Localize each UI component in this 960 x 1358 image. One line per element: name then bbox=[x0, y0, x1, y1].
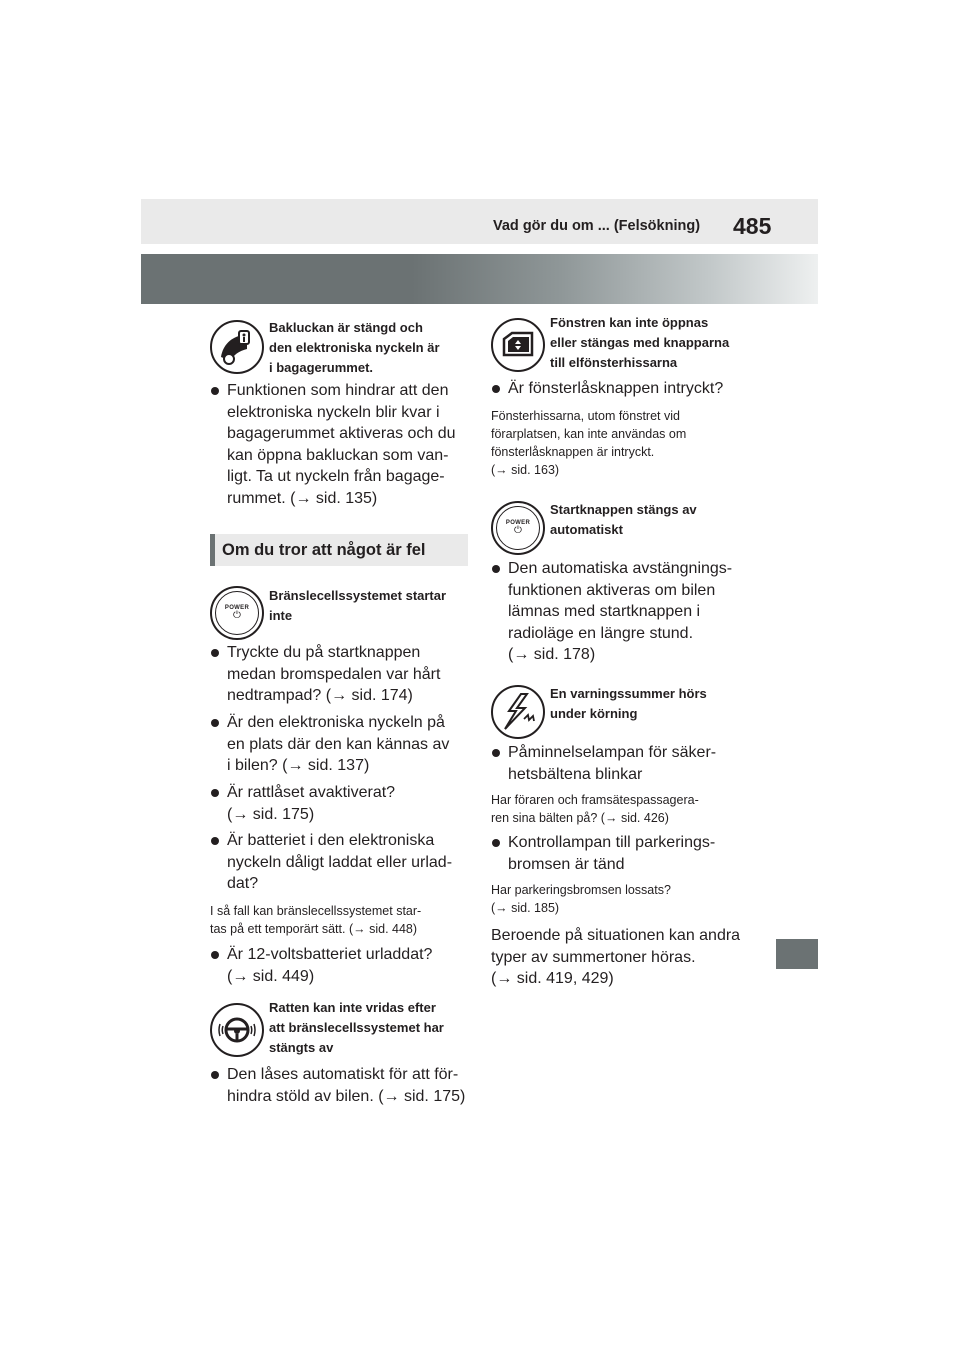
text-line: (→ sid. 419, 429) bbox=[491, 970, 614, 987]
power-ring bbox=[496, 506, 540, 550]
text-line: Är fönsterlåsknappen intryckt? bbox=[508, 380, 724, 397]
caption-line: Bränslecellssystemet startar bbox=[269, 588, 447, 603]
header-banner bbox=[141, 254, 818, 304]
text-line: tas på ett temporärt sätt. (→ sid. 448) bbox=[210, 922, 418, 936]
text-line: Är batteriet i den elektroniska bbox=[227, 832, 435, 849]
steering-lock-icon bbox=[210, 1003, 264, 1057]
power-symbol-icon: ⏻ bbox=[233, 610, 241, 621]
text-line: radioläge en längre stund. bbox=[508, 624, 694, 642]
text-line: Den automatiska avstängnings- bbox=[508, 560, 733, 577]
text-line: bagagerummet aktiveras och du bbox=[227, 425, 456, 442]
text-line: Har föraren och framsätespassagera- bbox=[491, 793, 699, 807]
text-line: (→ sid. 185) bbox=[491, 901, 560, 915]
text-line: Har parkeringsbromsen lossats? bbox=[491, 883, 671, 897]
header-bar bbox=[141, 199, 818, 244]
bullet-item bbox=[491, 832, 761, 875]
text-line: fönsterlåsknappen är intryckt. bbox=[491, 445, 655, 459]
body-paragraph bbox=[491, 925, 761, 990]
chapter-thumb-tab bbox=[776, 939, 818, 969]
bullet-item bbox=[210, 1064, 472, 1107]
text-line: Beroende på situationen kan andra bbox=[491, 927, 741, 944]
caption-line: automatiskt bbox=[550, 522, 623, 537]
text-line: hetsbältena blinkar bbox=[508, 765, 643, 783]
warning-buzzer-icon bbox=[491, 685, 545, 739]
caption-line: att bränslecellssystemet har bbox=[269, 1020, 444, 1035]
note-text bbox=[491, 881, 761, 917]
note-text bbox=[210, 902, 472, 938]
text-line: nyckeln dåligt laddat eller urlad- bbox=[227, 853, 453, 871]
text-line: (→ sid. 178) bbox=[508, 646, 596, 663]
power-window-item bbox=[491, 313, 761, 373]
bullet-item bbox=[491, 558, 761, 666]
text-line: typer av summertoner höras. bbox=[491, 948, 696, 966]
bullet-item bbox=[491, 378, 761, 400]
bullet-item bbox=[210, 712, 472, 777]
bullet-item bbox=[210, 944, 472, 987]
caption-line: Ratten kan inte vridas efter bbox=[269, 1000, 436, 1015]
icon-caption bbox=[550, 313, 729, 373]
icon-caption bbox=[269, 318, 440, 378]
bullet-item bbox=[210, 380, 472, 509]
power-symbol-icon: ⏻ bbox=[514, 525, 522, 536]
text-line: rummet. (→ sid. 135) bbox=[227, 489, 378, 507]
page-number: 485 bbox=[733, 213, 772, 239]
power-label: POWER bbox=[505, 520, 531, 526]
text-line: en plats där den kan kännas av bbox=[227, 735, 450, 753]
bullet-item bbox=[210, 830, 472, 895]
section-title: Vad gör du om ... (Felsökning) bbox=[493, 218, 701, 234]
caption-line: under körning bbox=[550, 706, 638, 721]
text-line: Är 12-voltsbatteriet urladdat? bbox=[227, 946, 433, 963]
text-line: (→ sid. 163) bbox=[491, 463, 560, 477]
text-line: Fönsterhissarna, utom fönstret vid bbox=[491, 409, 680, 423]
text-line: Är den elektroniska nyckeln på bbox=[227, 714, 445, 731]
text-line: Den låses automatiskt för att för- bbox=[227, 1066, 459, 1083]
text-line: i bilen? (→ sid. 137) bbox=[227, 757, 370, 774]
power-button-icon bbox=[491, 501, 545, 555]
caption-line: till elfönsterhissarna bbox=[550, 355, 678, 370]
caption-line: Fönstren kan inte öppnas bbox=[550, 315, 709, 330]
text-line: funktionen aktiveras om bilen bbox=[508, 581, 716, 599]
bullet-item bbox=[491, 742, 761, 785]
trunk-key-icon bbox=[210, 320, 264, 374]
text-line: Är rattlåset avaktiverat? bbox=[227, 784, 396, 801]
steering-lock-item bbox=[210, 998, 472, 1058]
text-line: Funktionen som hindrar att den bbox=[227, 382, 449, 399]
text-line: ren sina bälten på? (→ sid. 426) bbox=[491, 811, 669, 825]
note-text bbox=[491, 791, 761, 827]
text-line: bromsen är tänd bbox=[508, 855, 625, 873]
warning-buzzer-item bbox=[491, 684, 761, 744]
power-auto-off-item bbox=[491, 500, 761, 560]
caption-line: stängts av bbox=[269, 1040, 334, 1055]
text-line: lämnas med startknappen i bbox=[508, 603, 701, 620]
caption-line: En varningssummer hörs bbox=[550, 686, 707, 701]
text-line: (→ sid. 449) bbox=[227, 967, 315, 985]
section-heading: Om du tror att något är fel bbox=[210, 534, 468, 566]
caption-line: Bakluckan är stängd och bbox=[269, 320, 423, 335]
text-line: kan öppna bakluckan som van- bbox=[227, 446, 449, 464]
icon-caption bbox=[550, 500, 697, 540]
text-line: Påminnelselampan för säker- bbox=[508, 744, 717, 761]
power-button-icon bbox=[210, 586, 264, 640]
text-line: elektroniska nyckeln blir kvar i bbox=[227, 403, 440, 421]
text-line: förarplatsen, kan inte användas om bbox=[491, 427, 687, 441]
text-line: ligt. Ta ut nyckeln från bagage- bbox=[227, 468, 445, 485]
caption-line: den elektroniska nyckeln är bbox=[269, 340, 440, 355]
text-line: I så fall kan bränslecellssystemet star- bbox=[210, 904, 422, 918]
caption-line: i bagagerummet. bbox=[269, 360, 374, 375]
text-line: medan bromspedalen var hårt bbox=[227, 665, 441, 683]
bullet-item bbox=[210, 782, 472, 825]
text-line: nedtrampad? (→ sid. 174) bbox=[227, 687, 413, 704]
trunk-key-item bbox=[210, 318, 472, 378]
icon-caption bbox=[550, 684, 707, 724]
caption-line: Startknappen stängs av bbox=[550, 502, 697, 517]
icon-caption bbox=[269, 998, 444, 1058]
power-start-item bbox=[210, 586, 472, 646]
text-line: dat? bbox=[227, 875, 259, 892]
icon-caption bbox=[269, 586, 446, 626]
bullet-item bbox=[210, 642, 472, 707]
power-label: POWER bbox=[224, 605, 250, 611]
power-ring bbox=[215, 591, 259, 635]
caption-line: inte bbox=[269, 608, 293, 623]
power-window-icon bbox=[491, 318, 545, 372]
caption-line: eller stängas med knapparna bbox=[550, 335, 730, 350]
text-line: Tryckte du på startknappen bbox=[227, 644, 421, 661]
text-line: hindra stöld av bilen. (→ sid. 175) bbox=[227, 1087, 466, 1105]
text-line: Kontrollampan till parkerings- bbox=[508, 834, 716, 851]
note-text bbox=[491, 407, 761, 479]
text-line: (→ sid. 175) bbox=[227, 805, 315, 823]
